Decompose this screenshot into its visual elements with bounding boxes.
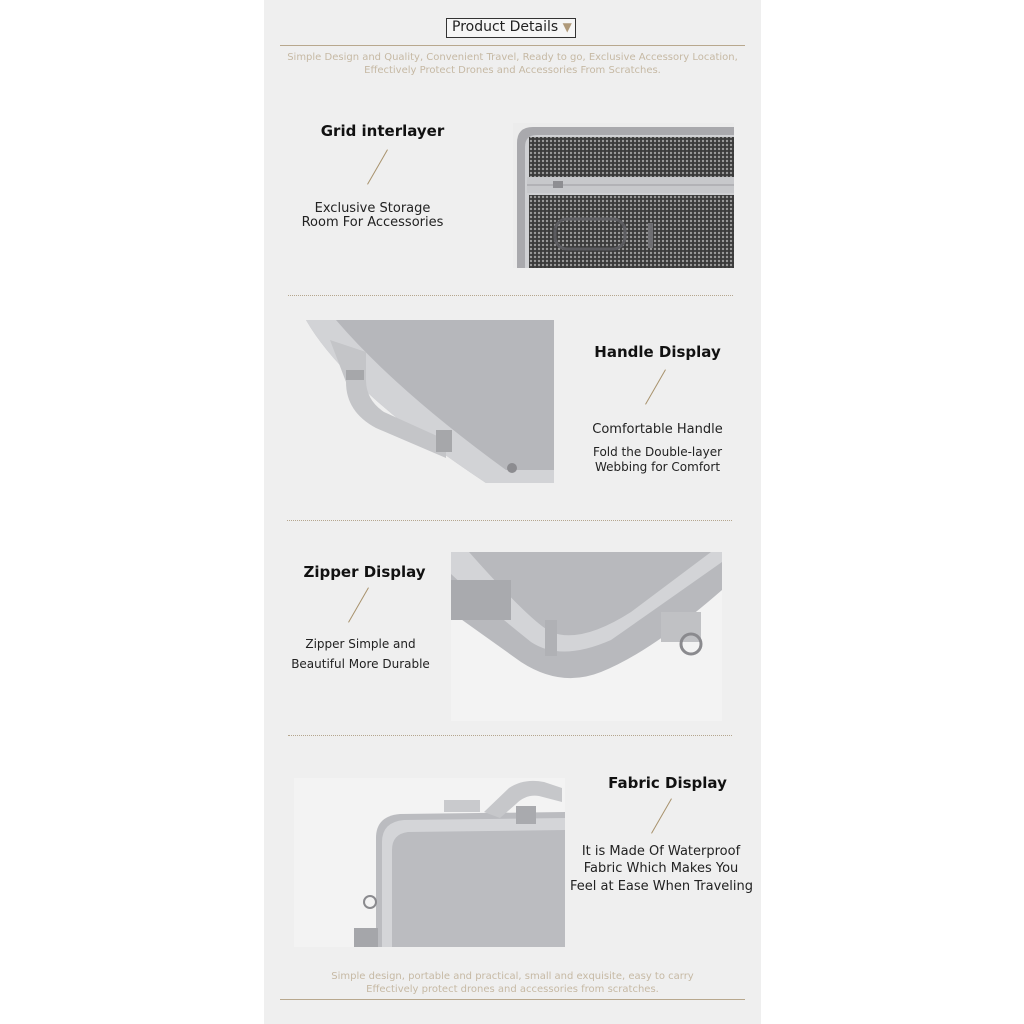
section-desc-handle-line2: Fold the Double-layer xyxy=(592,445,723,459)
page-title-text: Product Details xyxy=(452,19,559,35)
header-subtitle-line1: Simple Design and Quality, Convenient Travel, Ready to go, Exclusive Accessory Location, xyxy=(287,52,738,63)
section-desc-grid-line2: Room For Accessories xyxy=(301,215,444,230)
header-divider xyxy=(280,45,745,46)
section-divider xyxy=(288,735,732,736)
section-desc-handle-line3: Webbing for Comfort xyxy=(594,460,721,474)
section-title-grid: Grid interlayer xyxy=(320,122,445,140)
section-title-handle: Handle Display xyxy=(594,343,721,361)
section-divider xyxy=(288,295,733,296)
section-desc-grid-line1: Exclusive Storage xyxy=(314,201,431,216)
section-title-fabric: Fabric Display xyxy=(608,774,727,792)
section-desc-handle-line1: Comfortable Handle xyxy=(592,422,723,437)
footer-line2: Effectively protect drones and accessories from scratches. xyxy=(366,984,659,995)
section-desc-fabric-line3: Feel at Ease When Traveling xyxy=(570,879,753,894)
section-desc-fabric-line1: It is Made Of Waterproof xyxy=(581,844,741,859)
section-desc-zipper-line1: Zipper Simple and xyxy=(305,637,416,651)
handle-display-photo xyxy=(306,320,554,483)
section-desc-fabric-line2: Fabric Which Makes You xyxy=(583,861,739,876)
section-title-zipper: Zipper Display xyxy=(303,563,426,581)
footer-divider xyxy=(280,999,745,1000)
header-subtitle-line2: Effectively Protect Drones and Accessories From Scratches. xyxy=(364,65,661,76)
section-divider xyxy=(287,520,732,521)
footer-line1: Simple design, portable and practical, small and exquisite, easy to carry xyxy=(331,971,694,982)
fabric-display-photo xyxy=(294,778,565,947)
chevron-down-icon: ▼ xyxy=(562,20,572,34)
page-title xyxy=(446,18,576,38)
zipper-display-photo xyxy=(451,552,722,721)
grid-interlayer-photo xyxy=(513,123,734,268)
section-desc-zipper-line2: Beautiful More Durable xyxy=(291,657,430,671)
